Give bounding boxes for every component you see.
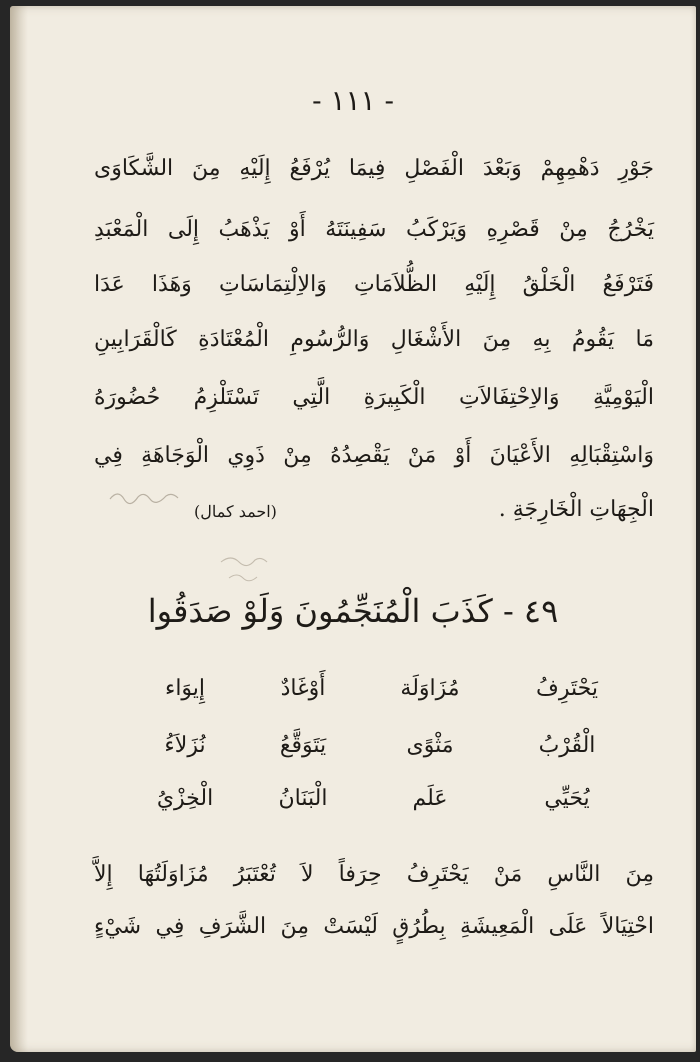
paragraph-line-2: يَخْرُجُ مِنْ قَصْرِهِ وَيَرْكَبُ سَفِينَتَهُ أَوْ يَذْهَبُ إِلَى الْمَعْبَدِ — [94, 217, 654, 242]
book-page — [10, 6, 696, 1052]
vocab-word: مَثْوًى — [406, 733, 454, 758]
vocab-word: إِيوَاء — [164, 676, 206, 701]
section-title: ٤٩ - كَذَبَ الْمُنَجِّمُونَ وَلَوْ صَدَقُوا — [147, 592, 559, 630]
pencil-annotation-mark-2 — [215, 548, 275, 588]
vocab-word: نُزَلاَءُ — [164, 733, 206, 758]
closing-line-2: احْتِيَالاً عَلَى الْمَعِيشَةِ بِطُرُقٍ لَيْسَتْ مِنَ الشَّرَفِ فِي شَيْءٍ — [94, 914, 654, 939]
paragraph-line-4: مَا يَقُومُ بِهِ مِنَ الأَشْغَالِ وَالرُّسُومِ الْمُعْتَادَةِ كَالْقَرَابِينِ — [94, 327, 654, 352]
vocab-word: الْخِزْيُ — [156, 786, 214, 811]
closing-line-1: مِنَ النَّاسِ مَنْ يَحْتَرِفُ حِرَفاً لاَ تُعْتَبَرُ مُزَاوَلَتُهَا إِلاَّ — [94, 862, 654, 887]
paragraph-line-6: وَاسْتِقْبَالِهِ الأَعْيَانَ أَوْ مَنْ يَقْصِدُهُ مِنْ ذَوِي الْوَجَاهَةِ فِي — [94, 443, 654, 468]
paragraph-line-5: الْيَوْمِيَّةِ وَالاِحْتِفَالاَتِ الْكَبِيرَةِ الَّتِي تَسْتَلْزِمُ حُضُورَهُ — [94, 385, 654, 410]
vocab-word: الْبَنَانُ — [278, 786, 328, 811]
vocab-word: أَوْغَادٌ — [280, 676, 326, 701]
paragraph-line-1: جَوْرِ دَهْمِهِمْ وَبَعْدَ الْفَصْلِ فِيمَا يُرْفَعُ إِلَيْهِ مِنَ الشَّكَاوَى — [94, 156, 654, 181]
page-number: - ١١١ - — [312, 84, 394, 117]
vocab-word: يَتَوَقَّعُ — [279, 733, 327, 758]
author-signature: (احمد كمال) — [194, 502, 277, 521]
paragraph-line-7: الْجِهَاتِ الْخَارِجَةِ . — [498, 497, 654, 522]
vocab-word: الْقُرْبُ — [538, 733, 596, 758]
vocab-word: عَلَم — [412, 786, 448, 811]
paragraph-line-3: فَتَرْفَعُ الْخَلْقُ إِلَيْهِ الظُّلاَمَاتِ وَالاِلْتِمَاسَاتِ وَهَذَا عَدَا — [94, 272, 654, 297]
vocab-word: يَحْتَرِفُ — [536, 676, 598, 701]
vocab-word: يُحَيِّي — [544, 786, 590, 811]
vocab-word: مُزَاوَلَة — [400, 676, 460, 701]
